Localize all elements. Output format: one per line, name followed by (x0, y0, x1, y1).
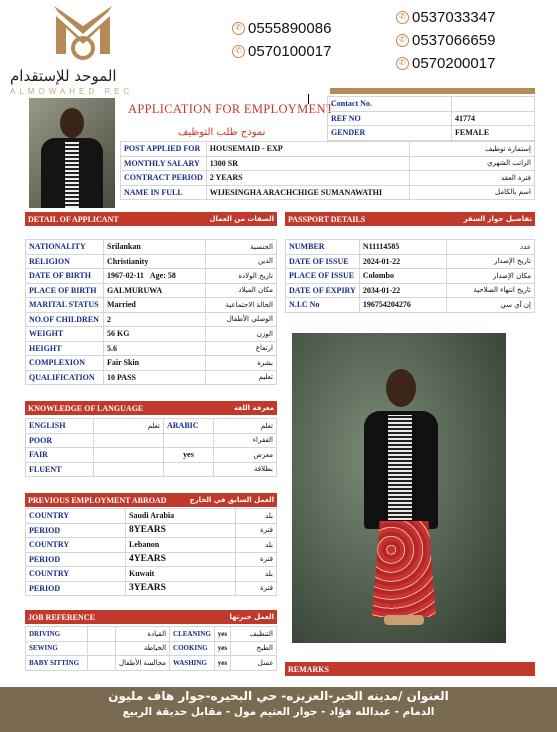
table-row: NATIONALITY Srilankan الجنسية (26, 240, 277, 255)
post-table (120, 141, 535, 200)
table-row: ENGLISH تعلم ARABIC تعلم (26, 419, 277, 434)
post-label-arabic: إستمارة توظيف (409, 142, 534, 157)
salary-label-arabic: الراتب الشهري (409, 156, 534, 171)
phone-icon: ✆ (396, 34, 409, 47)
header-divider (330, 88, 535, 94)
table-row: HEIGHT 5.6 ارتفاع (26, 341, 277, 356)
salary-value: 1300 SR (206, 156, 409, 171)
table-row: SEWING الخياطة COOKING yes الطبخ (26, 641, 277, 656)
remarks-section-header: REMARKS (285, 662, 535, 676)
application-title: APPLICATION FOR EMPLOYMENT (128, 102, 334, 116)
name-label-arabic: اسم بالكامل (409, 185, 534, 200)
ref-no-value: 41774 (452, 111, 535, 126)
table-row: PERIOD 3YEARS فترة (26, 581, 277, 596)
phone-right-1: ✆ 0537033347 (396, 9, 495, 26)
table-row: PERIOD 4YEARS فترة (26, 552, 277, 567)
job-section-header: JOB REFERENCE العمل خبرتها (25, 610, 277, 624)
phone-left-1: ✆ 0555890086 (232, 20, 331, 37)
contract-value: 2 YEARS (206, 171, 409, 186)
contract-label: CONTRACT PERIOD (121, 171, 207, 186)
name-value: WIJESINGHA ARACHCHIGE SUMANAWATHI (206, 185, 409, 200)
contract-label-arabic: فترة العقد (409, 171, 534, 186)
table-row: DATE OF EXPIRY 2034-01-22 تاريخ انتهاء الصلاحية (286, 283, 535, 298)
phone-icon: ✆ (396, 57, 409, 70)
phone-icon: ✆ (232, 22, 245, 35)
language-section-header: KNOWLEDGE OF LANGUAGE معرفة اللغة (25, 401, 277, 415)
applicant-portrait-small (29, 98, 115, 208)
table-row: PLACE OF ISSUE Colombo مكان الإصدار (286, 269, 535, 284)
table-row: MARITAL STATUS Married الحالة الاجتماعية (26, 298, 277, 313)
salary-label: MONTHLY SALARY (121, 156, 207, 171)
brand-name-arabic: الموحد للإستقدام (10, 67, 117, 85)
brand-name-english: ALMOWAHED REC (10, 87, 134, 96)
table-row (121, 185, 535, 200)
applicant-photo-full (292, 333, 506, 643)
phone-icon: ✆ (232, 45, 245, 58)
job-table (25, 626, 277, 671)
table-row: POOR الفقراء (26, 433, 277, 448)
name-label: NAME IN FULL (121, 185, 207, 200)
table-row: N.I.C No 196754204276 إن آي سي (286, 298, 535, 313)
table-row: RELIGION Christianity الدين (26, 254, 277, 269)
language-table (25, 418, 277, 477)
ref-no-label: REF NO (328, 111, 452, 126)
post-label: POST APPLIED FOR (121, 142, 207, 157)
table-row: DRIVING القيادة CLEANING yes التنظيف (26, 627, 277, 642)
employment-section-header: PREVIOUS EMPLOYMENT ABROAD العمل السابق في الخارج (25, 493, 277, 507)
reference-table (327, 96, 535, 141)
employment-table (25, 508, 277, 596)
table-row: DATE OF BIRTH 1967-02-11 Age: 58 تاريخ الولادة (26, 269, 277, 284)
table-row: PLACE OF BIRTH GALMURUWA مكان الميلاد (26, 283, 277, 298)
table-row: NUMBER N11114585 عدد (286, 240, 535, 255)
contact-label: Contact No. (328, 97, 452, 112)
company-logo (48, 2, 118, 64)
table-row: COMPLEXION Fair Skin بشرة (26, 356, 277, 371)
gender-label: GENDER (328, 126, 452, 141)
contact-value (452, 97, 535, 112)
passport-section-header: PASSPORT DETAILS تفاصيل جواز السفر (285, 212, 535, 226)
table-row: FAIR yes معرض (26, 448, 277, 463)
table-row: DATE OF ISSUE 2024-01-22 تاريخ الإصدار (286, 254, 535, 269)
table-row (121, 156, 535, 171)
table-row: NO.OF CHILDREN 2 الوصلي الأطفال (26, 312, 277, 327)
table-row: QUALIFICATION 10 PASS تعليم (26, 370, 277, 385)
address-line-2: الدمام - عبدالله فؤاد - جوار العثيم مول - مقابل حديقة الربيع (122, 706, 435, 718)
table-row: PERIOD 8YEARS فترة (26, 523, 277, 538)
table-row: BABY SITTING مجالسة الأطفال WASHING yes غسل (26, 656, 277, 671)
table-row: COUNTRY Saudi Arabia بلد (26, 509, 277, 524)
table-row (121, 171, 535, 186)
detail-section-header: DETAIL OF APPLICANT الصفات من العمال (25, 212, 277, 226)
table-row: FLUENT بطلاقة (26, 462, 277, 477)
passport-table (285, 239, 535, 313)
table-row: COUNTRY Kuwait بلد (26, 567, 277, 582)
table-row (121, 142, 535, 157)
phone-icon: ✆ (396, 11, 409, 24)
table-row: COUNTRY Lebanon بلد (26, 538, 277, 553)
phone-right-2: ✆ 0537066659 (396, 32, 495, 49)
phone-right-3: ✆ 0570200017 (396, 55, 495, 72)
address-line-1: العنوان /مدينه الخبر-العزيزه- حي البحيره-جوار هاف مليون (108, 689, 449, 703)
post-value: HOUSEMAID - EXP (206, 142, 409, 157)
phone-left-2: ✆ 0570100017 (232, 43, 331, 60)
detail-table (25, 239, 277, 385)
application-title-arabic: نموذج طلب التوظيف (178, 127, 266, 138)
gender-value: FEMALE (452, 126, 535, 141)
table-row: WEIGHT 56 KG الوزن (26, 327, 277, 342)
